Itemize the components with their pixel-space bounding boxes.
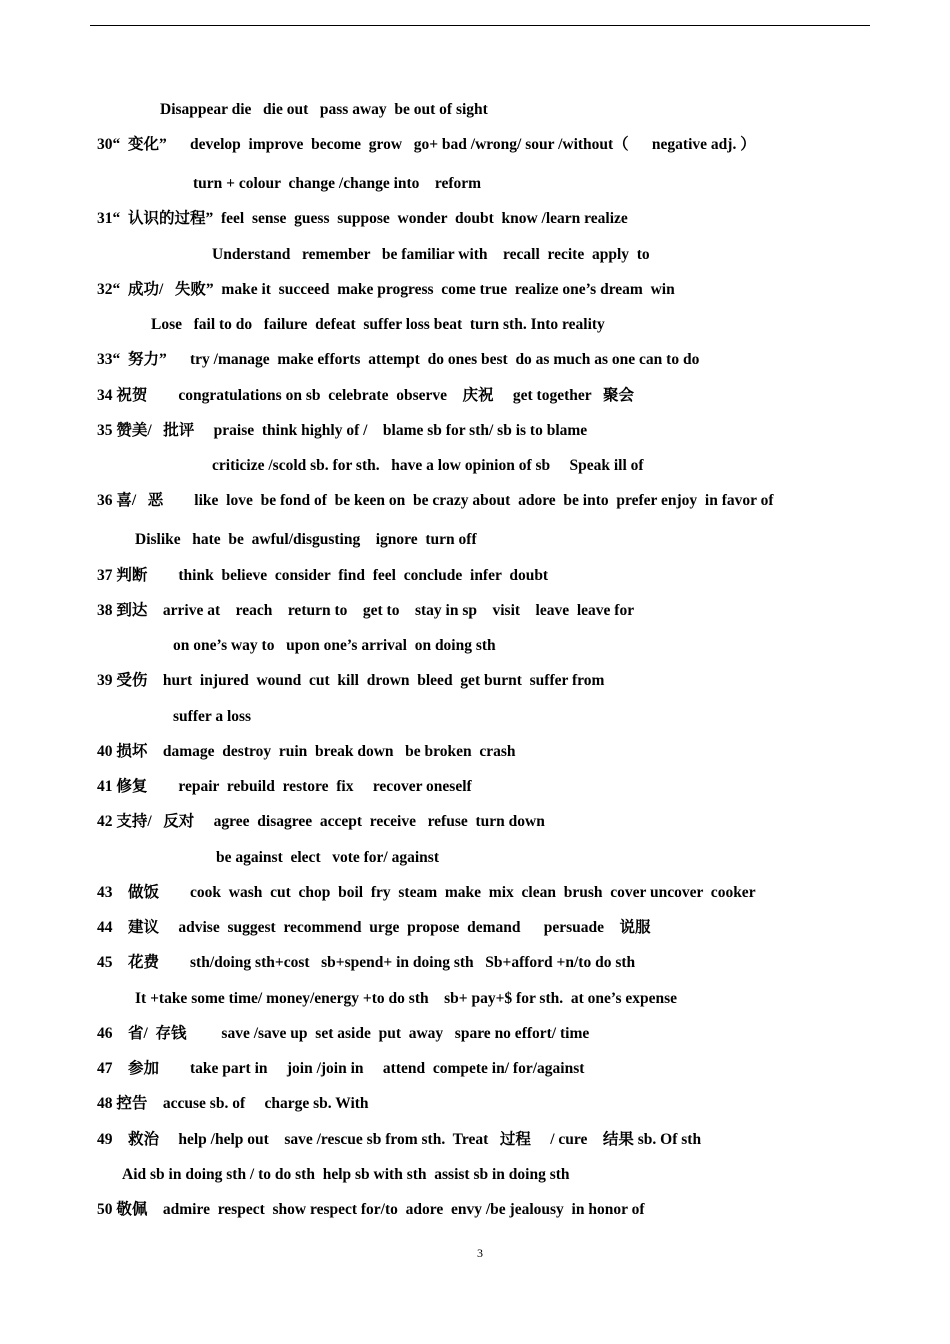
text-line: 32“ 成功/ 失败” make it succeed make progress come true realize one’s dream win [97, 281, 675, 298]
text-line: It +take some time/ money/energy +to do sth sb+ pay+$ for sth. at one’s expense [135, 990, 678, 1007]
text-line: 49 救治 help /help out save /rescue sb from sth. Treat 过程 / cure 结果 sb. Of sth [97, 1131, 702, 1148]
text-line: 50 敬佩 admire respect show respect for/to adore envy /be jealousy in honor of [97, 1201, 645, 1218]
text-line: Disappear die die out pass away be out of sight [160, 101, 488, 118]
text-line: be against elect vote for/ against [216, 849, 439, 866]
text-line: suffer a loss [173, 708, 252, 725]
text-line: 38 到达 arrive at reach return to get to stay in sp visit leave leave for [97, 602, 635, 619]
text-line: 33“ 努力” try /manage make efforts attempt do ones best do as much as one can to do [97, 351, 700, 368]
text-line: 44 建议 advise suggest recommend urge propose demand persuade 说服 [97, 919, 651, 936]
text-line: 34 祝贺 congratulations on sb celebrate observe 庆祝 get together 聚会 [97, 387, 634, 404]
text-line: Lose fail to do failure defeat suffer loss beat turn sth. Into reality [151, 316, 605, 333]
page-number: 3 [477, 1246, 483, 1260]
text-line: 35 赞美/ 批评 praise think highly of / blame sb for sth/ sb is to blame [97, 422, 588, 439]
text-line: 31“ 认识的过程” feel sense guess suppose wonder doubt know /learn realize [97, 210, 628, 227]
text-line: 36 喜/ 恶 like love be fond of be keen on be crazy about adore be into prefer enjoy in favor of [97, 492, 774, 509]
text-line: 39 受伤 hurt injured wound cut kill drown bleed get burnt suffer from [97, 672, 605, 689]
text-line: 40 损坏 damage destroy ruin break down be broken crash [97, 743, 516, 760]
text-line: 43 做饭 cook wash cut chop boil fry steam make mix clean brush cover uncover cooker [97, 884, 756, 901]
text-line: 30“ 变化” develop improve become grow go+ bad /wrong/ sour /without（ negative adj. ） [97, 136, 756, 153]
text-line: 47 参加 take part in join /join in attend compete in/ for/against [97, 1060, 585, 1077]
text-line: Understand remember be familiar with recall recite apply to [212, 246, 650, 263]
text-line: 46 省/ 存钱 save /save up set aside put away spare no effort/ time [97, 1025, 590, 1042]
text-line: 37 判断 think believe consider find feel conclude infer doubt [97, 567, 549, 584]
text-line: Dislike hate be awful/disgusting ignore turn off [135, 531, 477, 548]
header-rule [90, 25, 870, 26]
text-line: 48 控告 accuse sb. of charge sb. With [97, 1095, 369, 1112]
text-line: Aid sb in doing sth / to do sth help sb with sth assist sb in doing sth [122, 1166, 570, 1183]
text-line: 42 支持/ 反对 agree disagree accept receive refuse turn down [97, 813, 545, 830]
text-line: on one’s way to upon one’s arrival on doing sth [173, 637, 496, 654]
text-line: 45 花费 sth/doing sth+cost sb+spend+ in doing sth Sb+afford +n/to do sth [97, 954, 636, 971]
text-line: turn + colour change /change into reform [193, 175, 482, 192]
text-line: criticize /scold sb. for sth. have a low opinion of sb Speak ill of [212, 457, 644, 474]
text-line: 41 修复 repair rebuild restore fix recover oneself [97, 778, 472, 795]
